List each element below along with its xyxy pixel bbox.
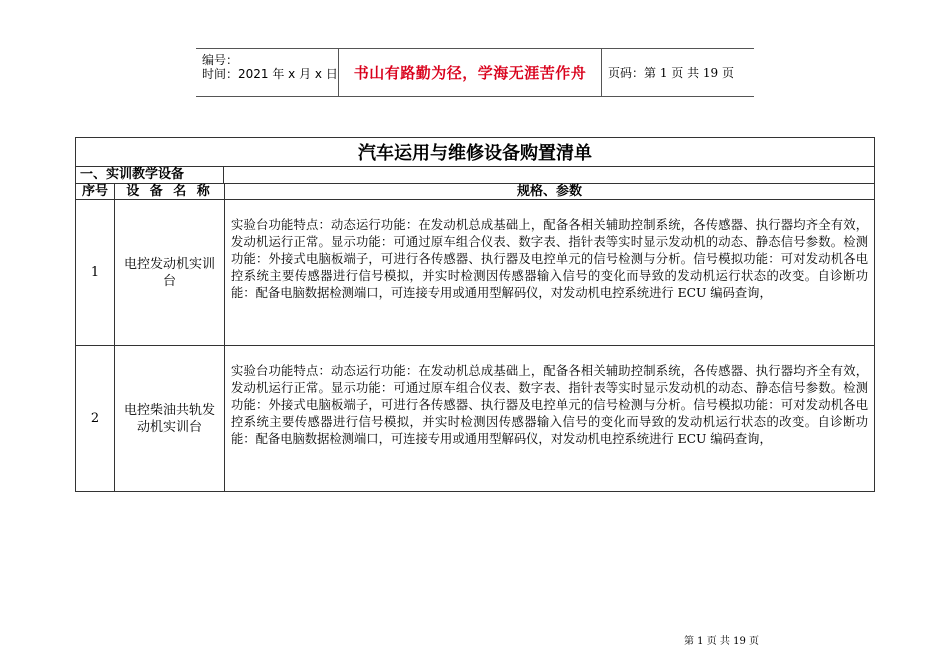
header-motto-cell (338, 49, 602, 96)
row-equipment-name: 电控柴油共轨发动机实训台 (115, 346, 225, 491)
row-index: 1 (76, 200, 115, 345)
row-index: 2 (76, 346, 115, 491)
column-header-row (76, 184, 874, 200)
section-label: 一、实训教学设备 (76, 167, 224, 183)
section-row (76, 167, 874, 184)
col-header-name: 设 备 名 称 (115, 184, 225, 199)
number-label: 编号： (202, 53, 239, 67)
row-spec: 实验台功能特点：动态运行功能：在发动机总成基础上，配备各相关辅助控制系统，各传感器、执行器均齐全有效，发动机运行正常。显示功能：可通过原车组合仪表、数字表、指针表等实时显示发动机的动态、静态信号参数。检测功能：外接式电脑板端子，可进行各传感器、执行器及电控单元的信号检测与分析。信号模拟功能：可对发动机各电控系统主要传感器进行信号模拟，并实时检测因传感器输入信号的变化而导致的发动机运行状态的改变。自诊断功能：配备电脑数据检测端口，可连接专用或通用型解码仪，对发动机电控系统进行 ECU 编码查询， (231, 364, 868, 446)
header-page-info: 页码：第 1 页 共 19 页 (608, 66, 734, 80)
col-header-index: 序号 (76, 184, 115, 199)
header-meta (196, 49, 338, 96)
table-title: 汽车运用与维修设备购置清单 (76, 138, 874, 167)
equipment-table (75, 137, 875, 492)
time-label: 时间：2021 年 x 月 x 日 (202, 67, 338, 81)
table-row (76, 345, 874, 491)
table-row (76, 200, 874, 345)
row-equipment-name: 电控发动机实训台 (115, 200, 225, 345)
document-header (196, 48, 754, 97)
col-header-spec: 规格、参数 (516, 184, 582, 199)
motto-text: 书山有路勤为径，学海无涯苦作舟 (353, 64, 587, 82)
page-footer: 第 1 页 共 19 页 (684, 636, 759, 647)
row-spec: 实验台功能特点：动态运行功能：在发动机总成基础上，配备各相关辅助控制系统，各传感器、执行器均齐全有效，发动机运行正常。显示功能：可通过原车组合仪表、数字表、指针表等实时显示发动机的动态、静态信号参数。检测功能：外接式电脑板端子，可进行各传感器、执行器及电控单元的信号检测与分析。信号模拟功能：可对发动机各电控系统主要传感器进行信号模拟，并实时检测因传感器输入信号的变化而导致的发动机运行状态的改变。自诊断功能：配备电脑数据检测端口，可连接专用或通用型解码仪，对发动机电控系统进行 ECU 编码查询， (231, 218, 868, 300)
